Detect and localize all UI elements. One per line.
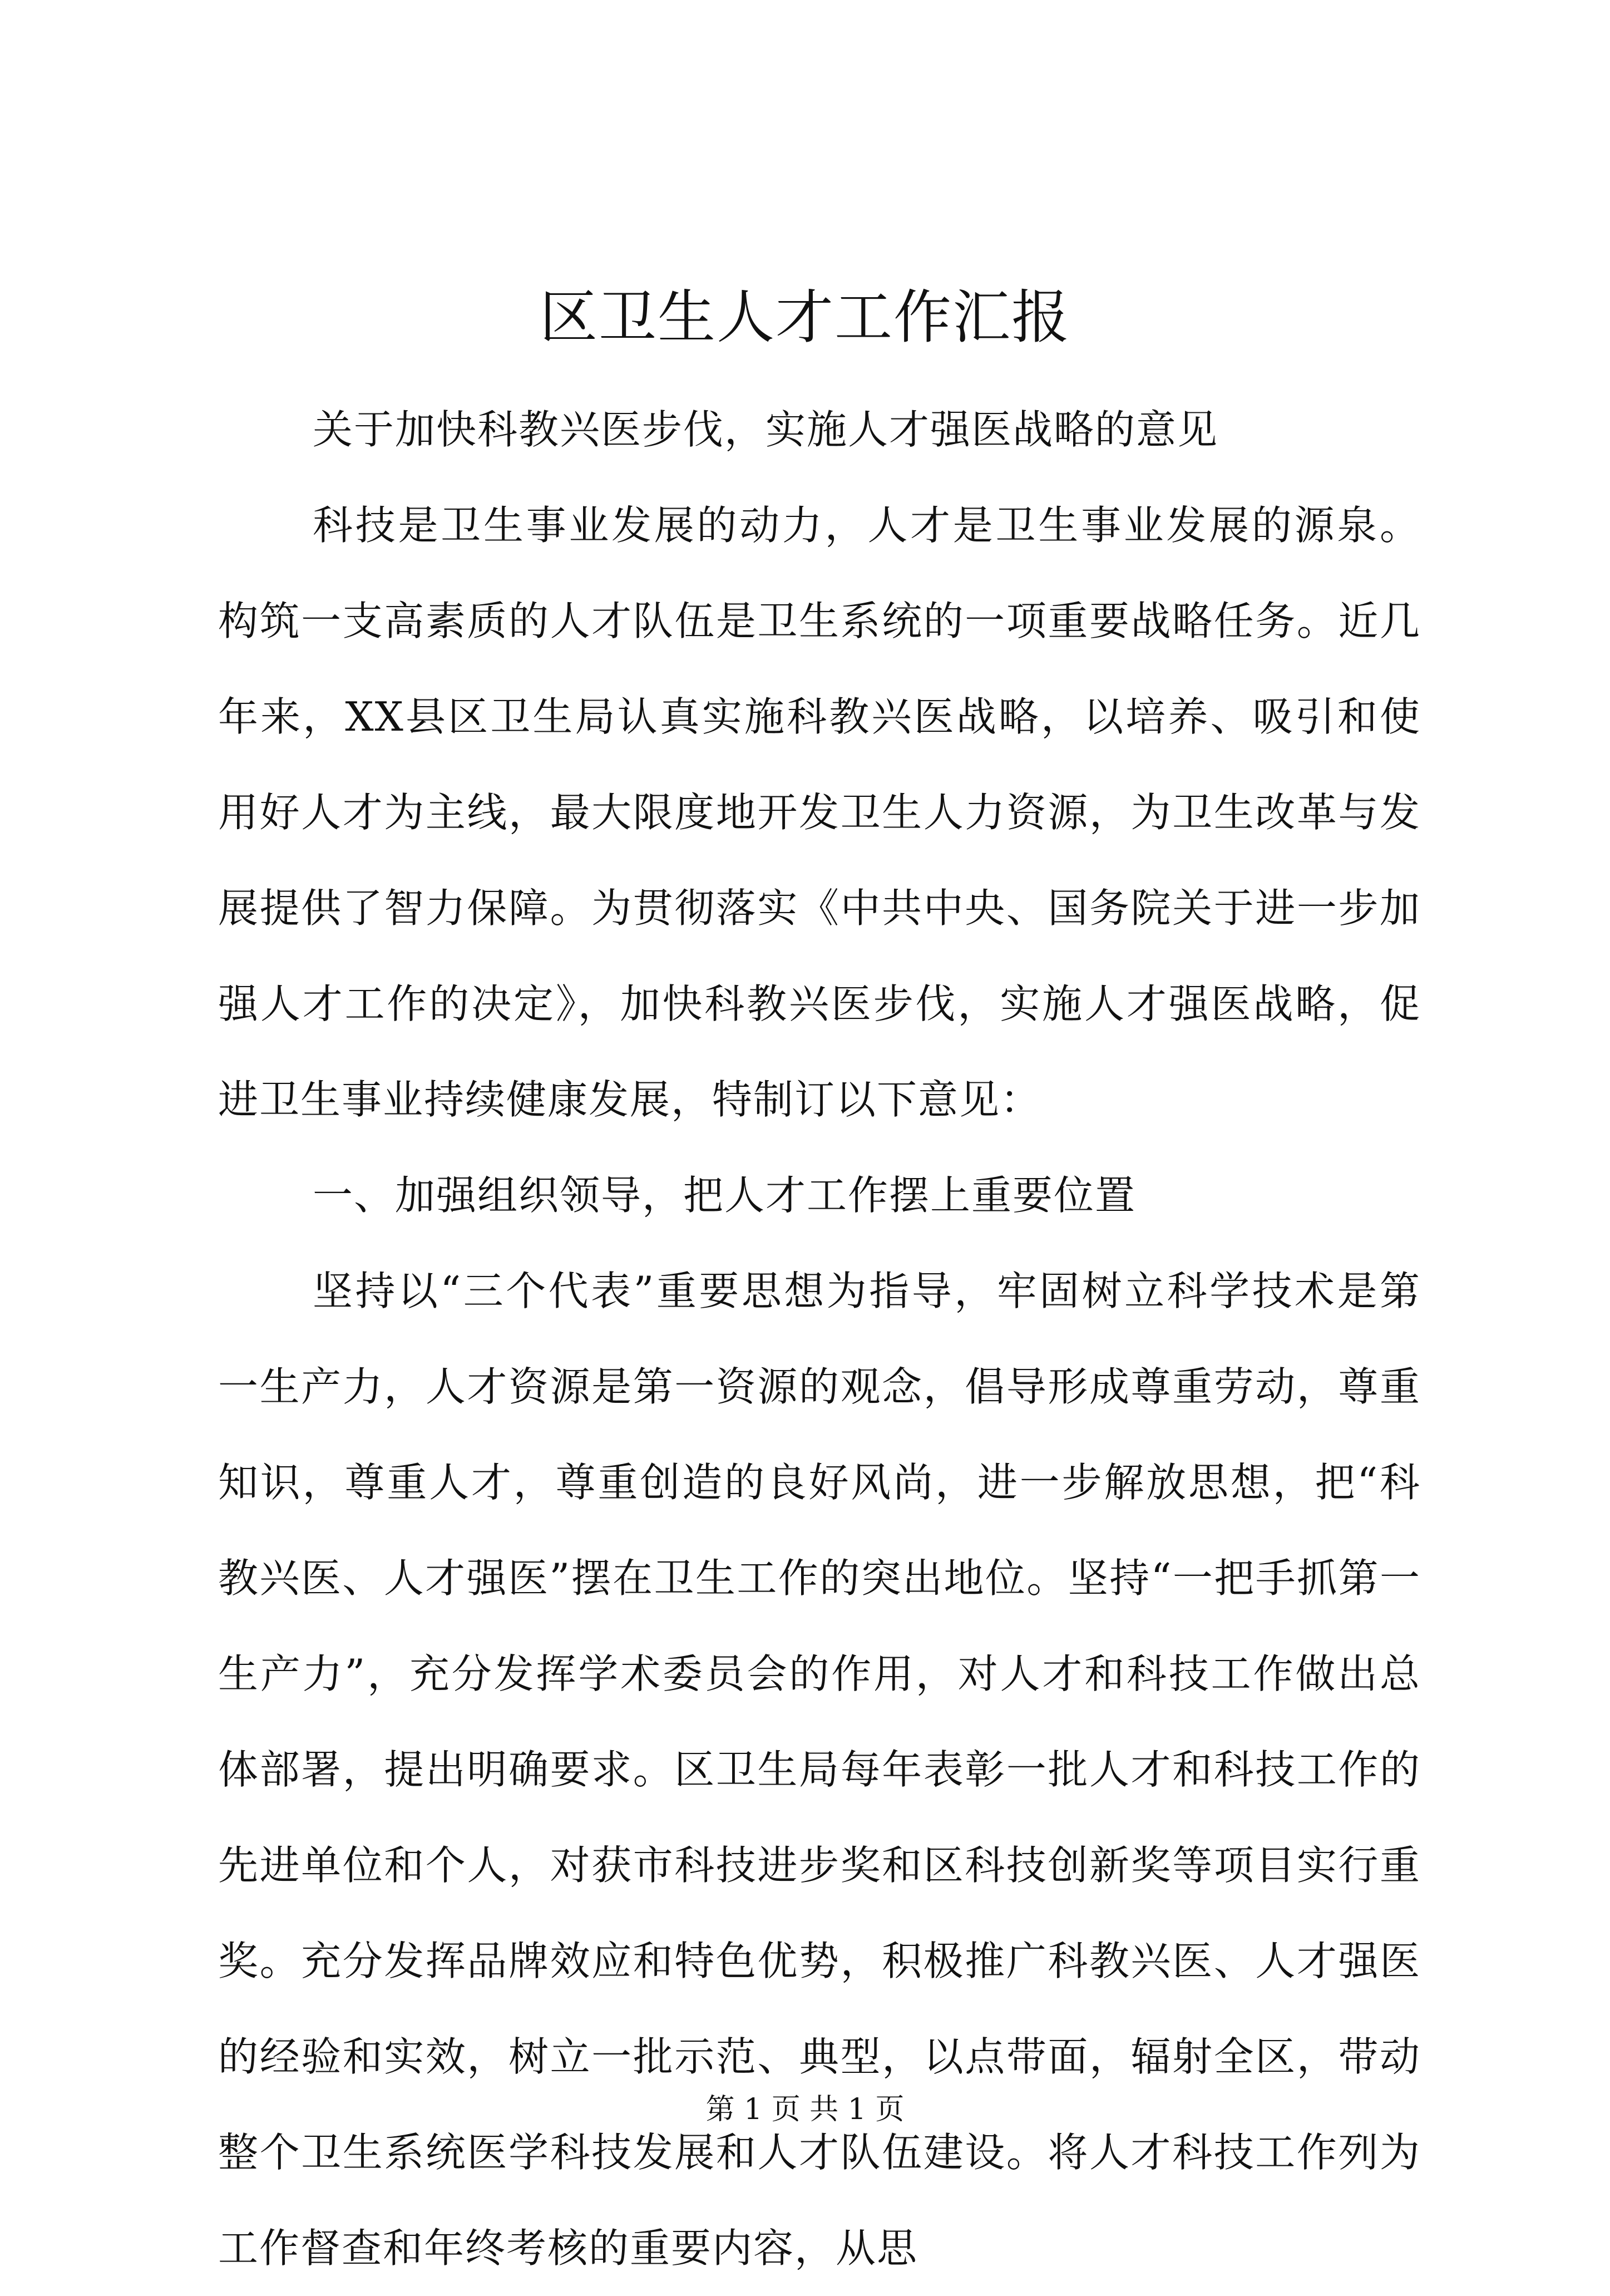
section-body-paragraph: 坚持以“三个代表”重要思想为指导，牢固树立科学技术是第一生产力，人才资源是第一资源的观念，倡导形成尊重劳动，尊重知识，尊重人才，尊重创造的良好风尚，进一步解放思想，把“科教兴医、人才强医”摆在卫生工作的突出地位。坚持“一把手抓第一生产力”，充分发挥学术委员会的作用，对人才和科技工作做出总体部署，提出明确要求。区卫生局每年表彰一批人才和科技工作的先进单位和个人，对获市科技进步奖和区科技创新奖等项目实行重奖。充分发挥品牌效应和特色优势，积极推广科教兴医、人才强医的经验和实效，树立一批示范、典型，以点带面，辐射全区，带动整个卫生系统医学科技发展和人才队伍建设。将人才科技工作列为工作督查和年终考核的重要内容，从思 [218, 1268, 1421, 2272]
section-heading: 一、加强组织领导，把人才工作摆上重要位置 [313, 1172, 1137, 1219]
page-footer [0, 2090, 1610, 2129]
intro-paragraph: 科技是卫生事业发展的动力，人才是卫生事业发展的源泉。构筑一支高素质的人才队伍是卫生系统的一项重要战略任务。近几年来，XX县区卫生局认真实施科教兴医战略，以培养、吸引和使用好人才为主线，最大限度地开发卫生人力资源，为卫生改革与发展提供了智力保障。为贯彻落实《中共中央、国务院关于进一步加强人才工作的决定》，加快科教兴医步伐，实施人才强医战略，促进卫生事业持续健康发展，特制订以下意见： [218, 502, 1421, 1123]
subtitle-paragraph: 关于加快科教兴医步伐，实施人才强医战略的意见 [313, 406, 1219, 453]
page-number-label: 第 1 页 共 1 页 [705, 2093, 905, 2126]
document-title: 区卫生人才工作汇报 [539, 283, 1070, 351]
document-body [218, 382, 1421, 2296]
